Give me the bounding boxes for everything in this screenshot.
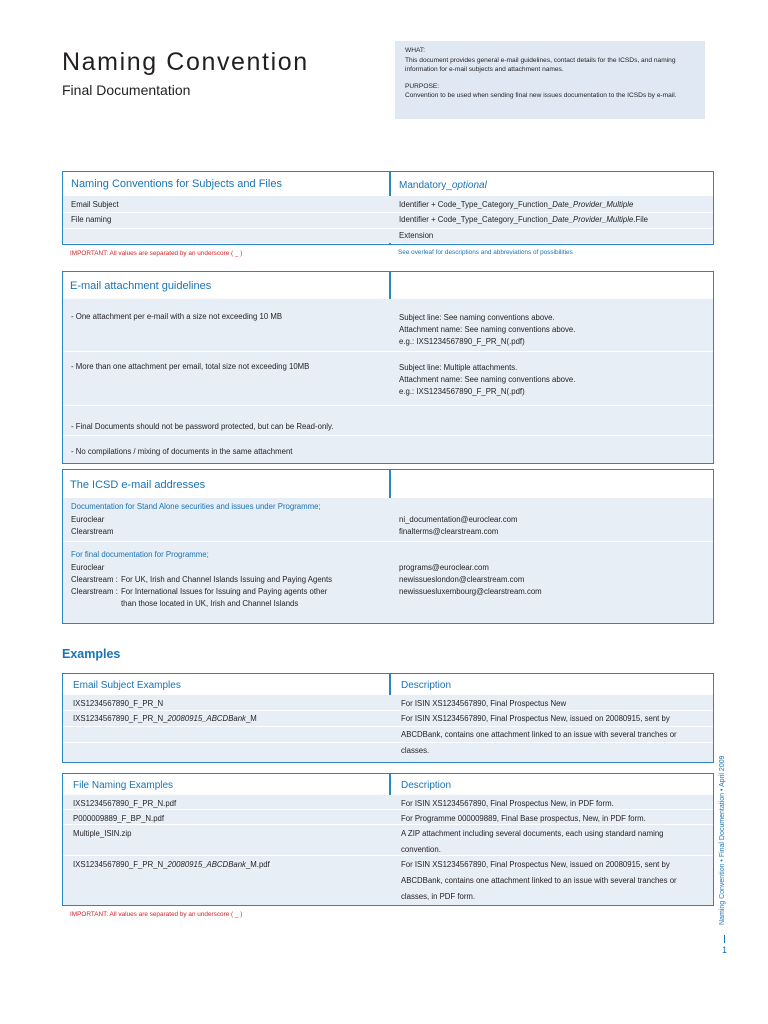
email-example-2-desc: For ISIN XS1234567890, Final Prospectus New, issued on 20080915, sent by [401, 714, 670, 723]
file-example-1-desc: For ISIN XS1234567890, Final Prospectus New, in PDF form. [401, 799, 614, 808]
standalone-clearstream: Clearstream [71, 527, 114, 536]
file-example-1: IXS1234567890_F_PR_N.pdf [73, 799, 177, 808]
file-example-2: P000009889_F_BP_N.pdf [73, 814, 165, 823]
programme-clearstream-uk-desc: For UK, Irish and Channel Islands Issuing and Paying Agents [121, 575, 333, 584]
side-footer-text: Naming Convention • Final Documentation • April 2009 [719, 755, 726, 925]
email-example-1-desc: For ISIN XS1234567890, Final Prospectus New [401, 699, 567, 708]
email-example-2-desc-3: classes. [401, 746, 430, 755]
file-example-3-desc-2: convention. [401, 845, 441, 854]
standalone-label: Documentation for Stand Alone securities and issues under Programme; [71, 502, 321, 511]
email-example-1: IXS1234567890_F_PR_N [73, 699, 164, 708]
file-naming-extension: Extension [399, 231, 434, 240]
icsd-addresses-table [62, 469, 714, 624]
euroclear-email[interactable]: ni_documentation@euroclear.com [399, 515, 518, 524]
email-subject-pattern: Identifier + Code_Type_Category_Function_Date_Provider_Multiple [399, 200, 634, 209]
file-example-3: Multiple_ISIN.zip [73, 829, 132, 838]
what-label: WHAT: [405, 47, 426, 54]
programme-euroclear: Euroclear [71, 563, 105, 572]
guideline-no-mixing: - No compilations / mixing of documents in the same attachment [71, 447, 293, 456]
examples-heading: Examples [62, 647, 121, 661]
programme-clearstream-intl-desc: For International Issues for Issuing and Paying agents other [121, 587, 328, 596]
guideline-single-attachment: - One attachment per e-mail with a size not exceeding 10 MB [71, 312, 283, 321]
naming-conventions-title: Naming Conventions for Subjects and Files [71, 178, 282, 190]
newissueslondon-email[interactable]: newissueslondon@clearstream.com [399, 575, 525, 584]
icsd-title: The ICSD e-mail addresses [70, 479, 206, 491]
email-examples-title: Email Subject Examples [73, 680, 181, 691]
file-example-4-desc-3: classes, in PDF form. [401, 892, 476, 901]
overleaf-note: See overleaf for descriptions and abbreviations of possibilities [398, 249, 573, 256]
clearstream-email[interactable]: finalterms@clearstream.com [399, 527, 499, 536]
purpose-text: Convention to be used when sending final new issues documentation to the ICSDs by e-mail. [405, 92, 677, 100]
email-example-2-desc-2: ABCDBank, contains one attachment linked to an issue with several tranches or [401, 730, 677, 739]
email-examples-table [62, 673, 714, 763]
naming-conventions-table [62, 171, 714, 245]
file-naming-pattern: Identifier + Code_Type_Category_Function_Date_Provider_Multiple.File [399, 215, 649, 224]
email-example-2: IXS1234567890_F_PR_N_20080915_ABCDBank_M [73, 714, 257, 723]
page-number-rule [724, 935, 725, 943]
page-subtitle: Final Documentation [62, 82, 191, 98]
file-examples-title: File Naming Examples [73, 780, 174, 791]
programme-clearstream-intl: Clearstream : [71, 587, 118, 596]
important-note-2: IMPORTANT: All values are separated by an underscore ( _ ) [70, 911, 243, 918]
info-box [395, 41, 705, 119]
file-example-4-desc: For ISIN XS1234567890, Final Prospectus New, issued on 20080915, sent by [401, 860, 670, 869]
guideline-multiple-attachments: - More than one attachment per email, total size not exceeding 10MB [71, 362, 310, 371]
page-title: Naming Convention [62, 48, 309, 76]
what-text: This document provides general e-mail guidelines, contact details for the ICSDs, and naming information for e-mail subjects and attachment names. [405, 56, 676, 74]
standalone-euroclear: Euroclear [71, 515, 105, 524]
file-examples-table [62, 773, 714, 906]
page-number: 1 [722, 945, 728, 955]
attachment-guidelines-title: E-mail attachment guidelines [70, 280, 212, 292]
mandatory-optional-header: Mandatory_optional [399, 180, 487, 191]
file-example-2-desc: For Programme 000009889, Final Base prospectus, New, in PDF form. [401, 814, 646, 823]
file-naming-label: File naming [71, 215, 112, 224]
programs-email[interactable]: programs@euroclear.com [399, 563, 489, 572]
newissuesluxembourg-email[interactable]: newissuesluxembourg@clearstream.com [399, 587, 542, 596]
guideline-password: - Final Documents should not be password protected, but can be Read-only. [71, 422, 334, 431]
programme-clearstream-intl-desc-2: than those located in UK, Irish and Channel Islands [121, 599, 299, 608]
attachment-guidelines-table [62, 271, 714, 464]
file-examples-desc-title: Description [401, 780, 452, 791]
programme-clearstream-uk: Clearstream : [71, 575, 118, 584]
purpose-label: PURPOSE: [405, 82, 440, 90]
file-example-4: IXS1234567890_F_PR_N_20080915_ABCDBank_M.pdf [73, 860, 270, 869]
important-note: IMPORTANT: All values are separated by an underscore ( _ ) [70, 250, 243, 257]
guideline-multiple-detail: Subject line: Multiple attachments. Attachment name: See naming conventions above. e.g.: IXS1234567890_F_PR_N(.pdf) [399, 363, 576, 396]
email-subject-label: Email Subject [71, 200, 119, 209]
email-examples-desc-title: Description [401, 680, 452, 691]
file-example-4-desc-2: ABCDBank, contains one attachment linked to an issue with several tranches or [401, 876, 677, 885]
guideline-single-detail: Subject line: See naming conventions above. Attachment name: See naming conventions above. e.g.: IXS1234567890_F_PR_N(.pdf) [399, 313, 576, 346]
programme-label: For final documentation for Programme; [71, 550, 209, 559]
file-example-3-desc: A ZIP attachment including several documents, each using standard naming [401, 829, 664, 838]
